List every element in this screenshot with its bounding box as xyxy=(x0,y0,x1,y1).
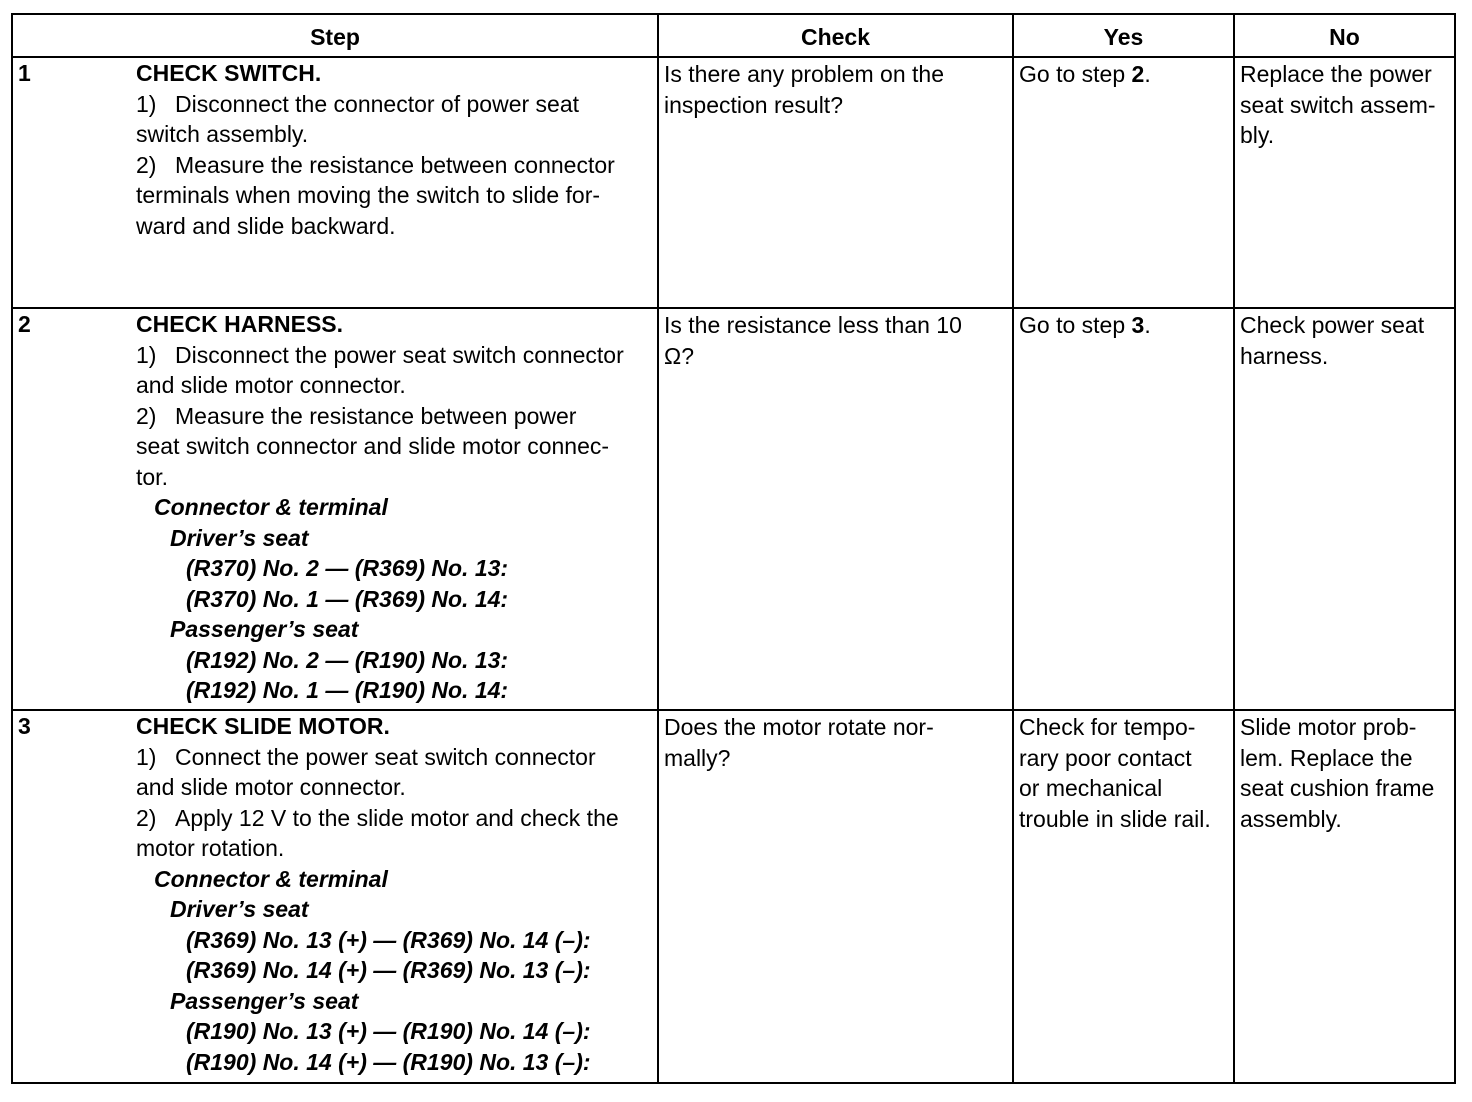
connector-heading: Connector & terminal xyxy=(154,494,388,520)
step-cell xyxy=(12,308,658,710)
yes-text: trouble in slide rail. xyxy=(1019,805,1211,832)
header-check: Check xyxy=(658,14,1013,57)
no-text: Check power seat xyxy=(1240,312,1425,338)
check-text: Does the motor rotate nor- xyxy=(664,714,934,740)
procedure-line xyxy=(136,370,651,401)
connector-heading: Connector & terminal xyxy=(154,865,388,892)
yes-cell xyxy=(1013,57,1234,308)
no-text: Replace the power xyxy=(1240,61,1432,87)
check-cell xyxy=(658,57,1013,308)
header-row xyxy=(12,14,1455,57)
no-text: Slide motor prob- xyxy=(1240,714,1417,740)
procedure-text: Measure the resistance between connector xyxy=(175,151,615,178)
passenger-seat-label: Passenger’s seat xyxy=(170,616,359,642)
table-row-step-1 xyxy=(12,57,1455,308)
procedure-number: 2) xyxy=(136,151,157,178)
yes-cell xyxy=(1013,308,1234,710)
yes-step-ref: 2 xyxy=(1131,61,1145,87)
procedure-text: terminals when moving the switch to slide for- xyxy=(136,182,601,208)
table-row-step-3 xyxy=(12,710,1455,1083)
procedure-text: Connect the power seat switch connector xyxy=(175,743,596,770)
driver-seat-label: Driver’s seat xyxy=(170,524,309,551)
procedure-text: Measure the resistance between power xyxy=(175,402,577,429)
procedure-number: 1) xyxy=(136,743,157,770)
procedure-line xyxy=(136,89,651,120)
step-number: 3 xyxy=(18,713,31,739)
step-body xyxy=(136,309,657,706)
step-title: CHECK SLIDE MOTOR. xyxy=(136,713,390,739)
header-no: No xyxy=(1234,14,1455,57)
step-body xyxy=(136,711,657,1077)
step-number: 1 xyxy=(18,60,31,86)
procedure-line xyxy=(136,833,651,864)
procedure-line xyxy=(136,340,651,371)
no-text: lem. Replace the xyxy=(1240,744,1413,771)
driver-seat-label: Driver’s seat xyxy=(170,896,309,922)
terminal-spec: (R369) No. 14 (+) — (R369) No. 13 (–): xyxy=(186,957,591,983)
procedure-line xyxy=(136,431,651,462)
procedure-text: motor rotation. xyxy=(136,835,285,861)
no-text: seat switch assem- xyxy=(1240,91,1436,118)
terminal-spec: (R369) No. 13 (+) — (R369) No. 14 (–): xyxy=(186,926,591,953)
procedure-line xyxy=(136,150,651,181)
check-text: Is the resistance less than 10 xyxy=(664,312,962,338)
procedure-line xyxy=(136,772,651,803)
terminal-spec: (R370) No. 1 — (R369) No. 14: xyxy=(186,585,509,612)
yes-text: Check for tempo- xyxy=(1019,714,1196,740)
yes-cell xyxy=(1013,710,1234,1083)
yes-suffix: . xyxy=(1144,312,1151,338)
no-text: harness. xyxy=(1240,342,1329,369)
check-cell xyxy=(658,710,1013,1083)
step-title: CHECK SWITCH. xyxy=(136,60,322,86)
step-title: CHECK HARNESS. xyxy=(136,311,344,337)
no-cell xyxy=(1234,308,1455,710)
table-row-step-2 xyxy=(12,308,1455,710)
step-number: 2 xyxy=(18,311,31,337)
yes-text: rary poor contact xyxy=(1019,744,1192,771)
terminal-spec: (R192) No. 2 — (R190) No. 13: xyxy=(186,646,509,673)
procedure-number: 1) xyxy=(136,341,157,368)
procedure-text: seat switch connector and slide motor connec- xyxy=(136,433,610,459)
procedure-number: 2) xyxy=(136,402,157,429)
header-step: Step xyxy=(12,14,658,57)
terminal-spec: (R192) No. 1 — (R190) No. 14: xyxy=(186,677,509,703)
terminal-spec: (R190) No. 13 (+) — (R190) No. 14 (–): xyxy=(186,1018,591,1044)
procedure-line xyxy=(136,401,651,432)
yes-text: or mechanical xyxy=(1019,775,1163,801)
diagnostic-table xyxy=(11,13,1456,1084)
no-cell xyxy=(1234,710,1455,1083)
check-text: mally? xyxy=(664,744,731,771)
procedure-number: 2) xyxy=(136,804,157,831)
yes-text: Go to step xyxy=(1019,312,1132,338)
check-text: inspection result? xyxy=(664,91,843,118)
check-cell xyxy=(658,308,1013,710)
procedure-text: Disconnect the connector of power seat xyxy=(175,90,580,117)
check-text: Ω? xyxy=(664,342,694,369)
step-cell xyxy=(12,57,658,308)
terminal-spec: (R190) No. 14 (+) — (R190) No. 13 (–): xyxy=(186,1048,591,1075)
no-text: assembly. xyxy=(1240,805,1342,832)
procedure-text: and slide motor connector. xyxy=(136,774,406,800)
header-yes: Yes xyxy=(1013,14,1234,57)
procedure-line xyxy=(136,119,651,150)
procedure-line xyxy=(136,462,651,493)
no-text: seat cushion frame xyxy=(1240,775,1435,801)
procedure-line xyxy=(136,211,651,242)
procedure-number: 1) xyxy=(136,90,157,117)
step-body xyxy=(136,58,657,241)
procedure-text: tor. xyxy=(136,463,168,490)
procedure-line xyxy=(136,803,651,834)
procedure-line xyxy=(136,180,651,211)
passenger-seat-label: Passenger’s seat xyxy=(170,987,359,1014)
procedure-text: ward and slide backward. xyxy=(136,212,396,239)
procedure-text: Apply 12 V to the slide motor and check the xyxy=(175,804,619,831)
yes-step-ref: 3 xyxy=(1131,312,1145,338)
procedure-text: Disconnect the power seat switch connector xyxy=(175,341,624,368)
procedure-text: switch assembly. xyxy=(136,121,309,147)
no-text: bly. xyxy=(1240,122,1275,148)
yes-text: Go to step xyxy=(1019,61,1132,87)
step-cell xyxy=(12,710,658,1083)
no-cell xyxy=(1234,57,1455,308)
yes-suffix: . xyxy=(1144,61,1151,87)
terminal-spec: (R370) No. 2 — (R369) No. 13: xyxy=(186,555,509,581)
procedure-line xyxy=(136,742,651,773)
procedure-text: and slide motor connector. xyxy=(136,372,406,398)
check-text: Is there any problem on the xyxy=(664,61,944,87)
